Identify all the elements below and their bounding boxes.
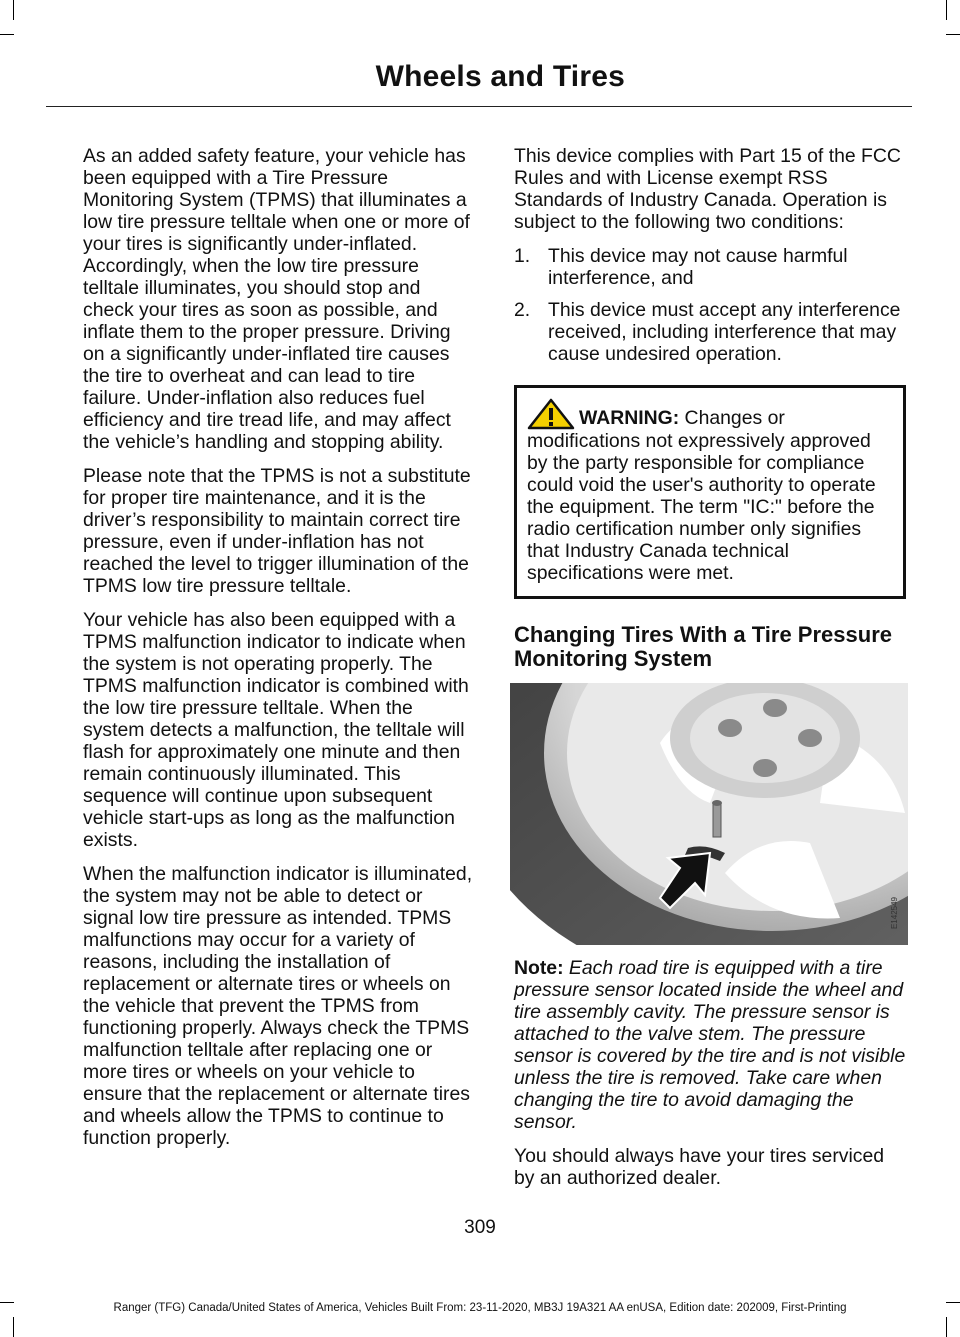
page-number: 309	[464, 1217, 496, 1238]
list-number: 1.	[514, 245, 531, 267]
conditions-list	[514, 245, 906, 365]
paragraph-dealer-service: You should always have your tires serviced by an authorized dealer.	[514, 1145, 885, 1189]
list-item	[514, 299, 906, 365]
warning-text: Changes or modifications not expressively approved by the party responsible for compliance could void the user's authority to operate the equipment. The term "IC:" before the radio certification number only signifies that Industry Canada technical specifications were met.	[527, 407, 876, 584]
paragraph-malfunction-causes: When the malfunction indicator is illuminated, the system may not be able to detect or signal low tire pressure as intended. TPMS malfunctions may occur for a variety of reasons, including the installation of replacement or alternate tires or wheels on the vehicle that prevent the TPMS from functioning properly. Always check the TPMS malfunction telltale after replacing one or more tires or wheels on your vehicle to ensure that the replacement or alternate tires and wheels allow the TPMS to continue to function properly.	[83, 863, 473, 1149]
warning-box	[514, 385, 906, 599]
crop-mark	[946, 1317, 947, 1337]
crop-mark	[13, 1317, 14, 1337]
crop-mark	[946, 34, 960, 35]
crop-mark	[0, 34, 14, 35]
paragraph-malfunction-indicator: Your vehicle has also been equipped with a TPMS malfunction indicator to indicate when the system is not operating properly. The TPMS malfunction indicator is combined with the low tire pressure telltale. When the system detects a malfunction, the telltale will flash for approximately one minute and then remain continuously illuminated. This sequence will continue upon subsequent vehicle start-ups as long as the malfunction exists.	[83, 609, 469, 851]
paragraph-tpms-intro: As an added safety feature, your vehicle has been equipped with a Tire Pressure Monitoring System (TPMS) that illuminates a low tire pressure telltale when one or more of your tires is significantly under-inflated. Accordingly, when the low tire pressure telltale illuminates, you should stop and check your tires as soon as possible, and inflate them to the proper pressure. Driving on a significantly under-inflated tire causes the tire to overheat and can lead to tire failure. Under-inflation also reduces fuel efficiency and tire tread life, and may affect the vehicle’s handling and stopping ability.	[83, 145, 470, 453]
note-label: Note:	[514, 957, 564, 979]
figure-code: E142549	[890, 897, 899, 930]
warning-triangle-icon	[527, 398, 575, 430]
list-text: This device must accept any interference received, including interference that may cause undesired operation.	[548, 299, 901, 365]
note-paragraph	[514, 957, 906, 1133]
note-text: Each road tire is equipped with a tire pressure sensor located inside the wheel and tire assembly cavity. The pressure sensor is attached to the valve stem. The pressure sensor is covered by the tire and is not visible unless the tire is removed. Take care when changing the tire to avoid damaging the sensor.	[514, 957, 906, 1133]
paragraph-fcc-compliance: This device complies with Part 15 of the FCC Rules and with License exempt RSS Standards of Industry Canada. Operation is subject to the following two conditions:	[514, 145, 901, 233]
paragraph-tpms-note: Please note that the TPMS is not a substitute for proper tire maintenance, and it is the driver’s responsibility to maintain correct tire pressure, even if under-inflation has not reached the level to trigger illumination of the TPMS low tire pressure telltale.	[83, 465, 471, 597]
warning-label: WARNING:	[579, 407, 680, 429]
left-column	[83, 145, 475, 1161]
section-heading: Changing Tires With a Tire Pressure Monitoring System	[514, 622, 892, 671]
right-column	[514, 145, 906, 1201]
crop-mark	[13, 0, 14, 20]
list-number: 2.	[514, 299, 531, 321]
list-item	[514, 245, 906, 289]
list-text: This device may not cause harmful interference, and	[548, 245, 848, 289]
page-title: Wheels and Tires	[375, 60, 625, 93]
tire-valve-illustration	[510, 683, 908, 945]
crop-mark	[946, 0, 947, 20]
footer-text: Ranger (TFG) Canada/United States of America, Vehicles Built From: 23-11-2020, MB3J 19A321 AA enUSA, Edition date: 202009, First-Printing	[113, 1302, 847, 1314]
wheel-illustration	[510, 683, 908, 945]
header-divider	[46, 106, 912, 107]
